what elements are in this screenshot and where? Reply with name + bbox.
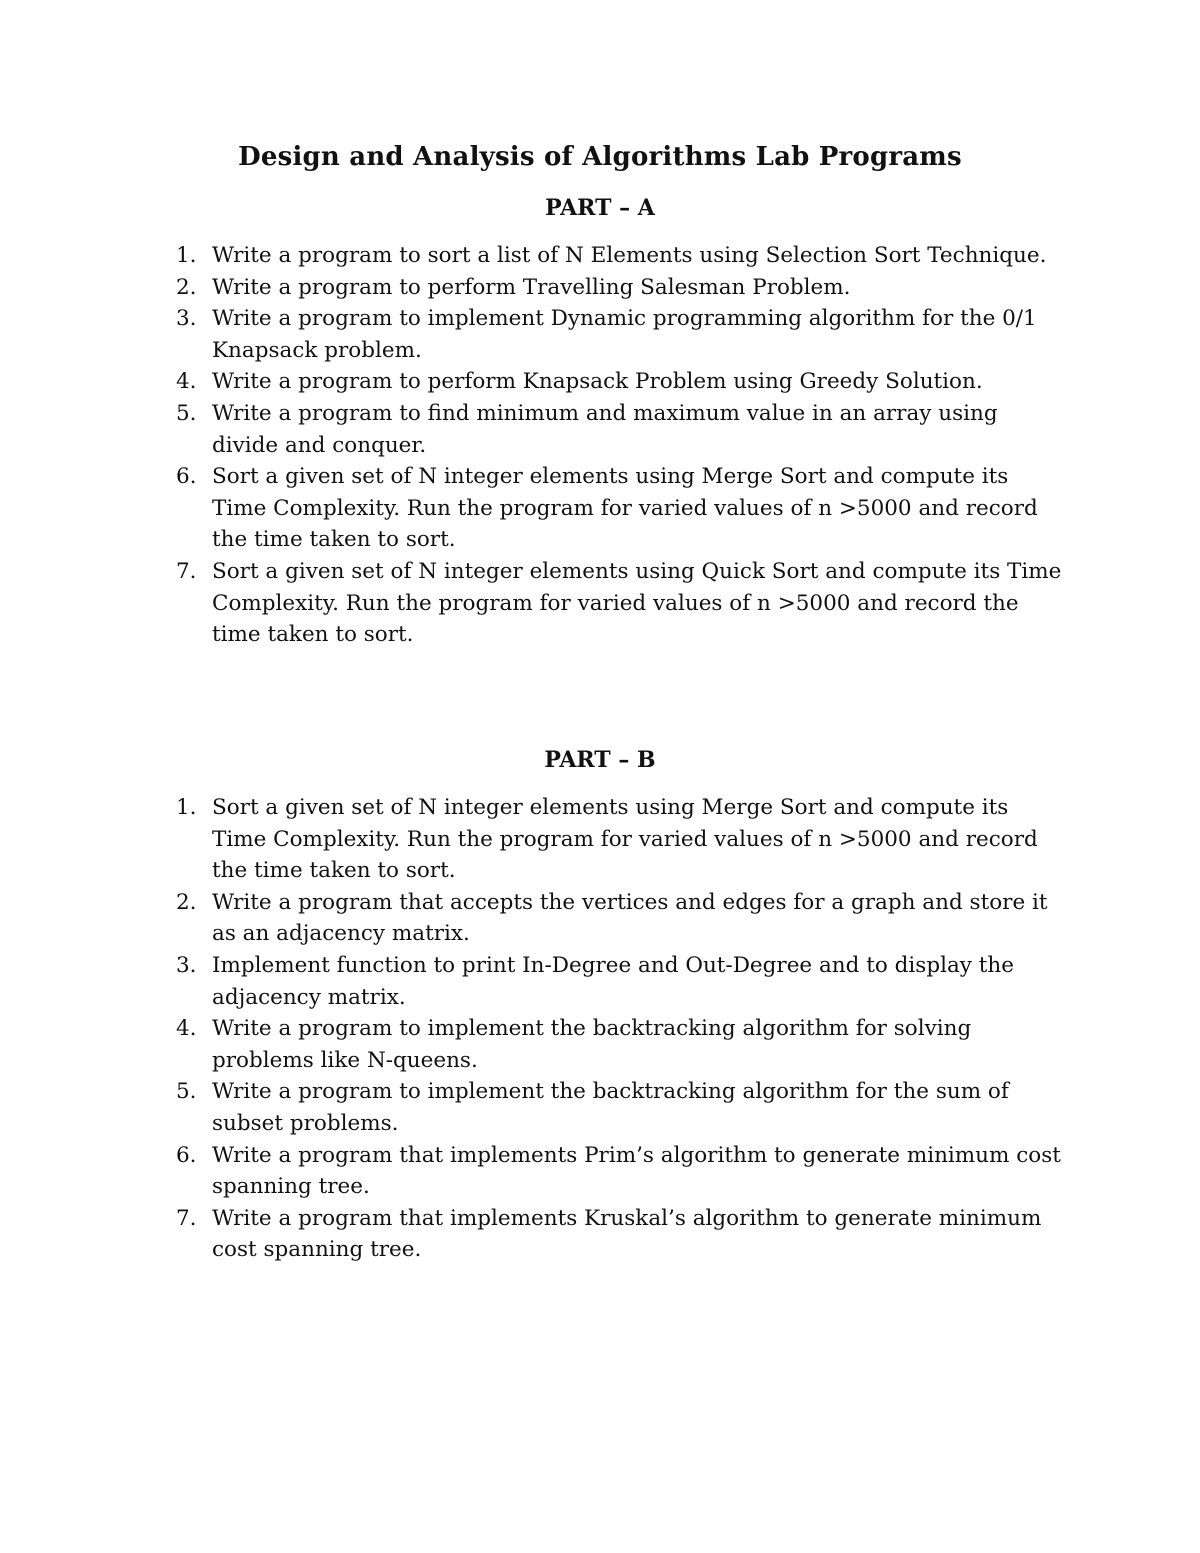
item-text: Write a program that implements Prim’s algorithm to generate minimum cost spanning tree. (212, 1142, 1061, 1200)
item-text: Write a program to find minimum and maximum value in an array using divide and conquer. (212, 400, 998, 458)
list-item (0, 792, 1062, 887)
list-item (0, 461, 1062, 556)
item-text: Write a program to sort a list of N Elements using Selection Sort Technique. (212, 243, 1047, 268)
item-text: Write a program to perform Knapsack Problem using Greedy Solution. (212, 369, 983, 395)
list-item (0, 1140, 1062, 1203)
part-b-heading: PART – B (544, 747, 656, 773)
list-item (0, 556, 1062, 651)
list-item (0, 272, 1062, 304)
list-item (0, 303, 1062, 366)
item-number: 1. (176, 243, 197, 268)
item-number: 2. (176, 274, 197, 300)
part-b-list (0, 792, 1200, 1266)
item-number: 5. (176, 1079, 197, 1105)
item-number: 1. (176, 795, 197, 820)
item-number: 4. (176, 1016, 197, 1042)
list-item (0, 398, 1062, 461)
part-a-list (0, 240, 1200, 651)
item-text: Sort a given set of N integer elements using Merge Sort and compute its Time Complexity. Run the program for varied values of n >5000 and record the time taken to sort. (212, 795, 1038, 884)
part-a-heading: PART – A (545, 195, 655, 221)
item-number: 4. (176, 369, 197, 395)
item-number: 7. (176, 1205, 197, 1231)
item-number: 3. (176, 306, 197, 332)
list-item (0, 1203, 1062, 1266)
item-text: Sort a given set of N integer elements using Quick Sort and compute its Time Complexity. Run the program for varied values of n >5000 and record the time taken to sort. (212, 558, 1062, 648)
item-number: 7. (176, 558, 197, 584)
item-text: Write a program to implement the backtracking algorithm for the sum of subset problems. (212, 1079, 1009, 1136)
item-text: Sort a given set of N integer elements using Merge Sort and compute its Time Complexity. Run the program for varied values of n >5000 and record the time taken to sort. (212, 464, 1038, 553)
item-number: 3. (176, 952, 197, 978)
list-item (0, 240, 1062, 272)
item-text: Write a program to perform Travelling Salesman Problem. (212, 274, 851, 300)
item-text: Write a program that accepts the vertices and edges for a graph and store it as an adjacency matrix. (212, 889, 1048, 947)
document-title: Design and Analysis of Algorithms Lab Programs (238, 142, 962, 172)
item-number: 5. (176, 400, 197, 426)
list-item (0, 950, 1062, 1013)
item-text: Write a program that implements Kruskal’s algorithm to generate minimum cost spanning tree. (212, 1205, 1042, 1263)
item-number: 2. (176, 889, 197, 915)
item-text: Write a program to implement Dynamic programming algorithm for the 0/1 Knapsack problem. (212, 306, 1037, 363)
item-number: 6. (176, 464, 197, 490)
item-text: Implement function to print In-Degree and Out-Degree and to display the adjacency matrix. (212, 952, 1014, 1010)
list-item (0, 366, 1062, 398)
list-item (0, 887, 1062, 950)
item-text: Write a program to implement the backtracking algorithm for solving problems like N-queens. (212, 1016, 972, 1073)
list-item (0, 1013, 1062, 1076)
item-number: 6. (176, 1142, 197, 1168)
list-item (0, 1076, 1062, 1139)
